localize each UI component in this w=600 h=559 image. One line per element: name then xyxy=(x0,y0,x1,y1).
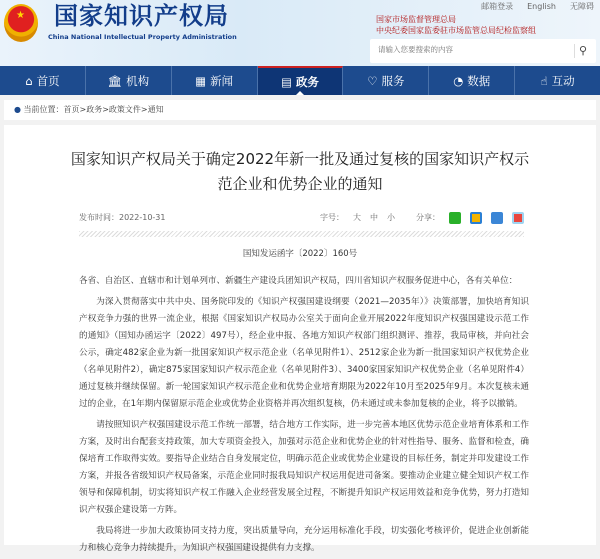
nav-label: 机构 xyxy=(126,73,150,88)
search-icon[interactable]: ⚲ xyxy=(574,44,588,58)
salutation: 各省、自治区、直辖市和计划单列市、新疆生产建设兵团知识产权局，四川省知识产权服务促进中心，各有关单位： xyxy=(79,276,518,286)
nav-home[interactable] xyxy=(0,66,86,95)
nav-news[interactable] xyxy=(172,66,258,95)
nav-government-affairs[interactable] xyxy=(258,66,344,95)
agency-link-discipline[interactable]: 中央纪委国家监委驻市场监管总局纪检监察组 xyxy=(376,26,536,35)
nav-organization[interactable] xyxy=(86,66,172,95)
heart-icon: ♡ xyxy=(367,73,378,88)
home-icon: ⌂ xyxy=(25,73,33,88)
nav-data[interactable] xyxy=(429,66,515,95)
qzone-share-icon[interactable] xyxy=(470,212,482,224)
building-icon: 🏛 xyxy=(107,73,123,88)
main-nav xyxy=(0,66,600,95)
search-input[interactable] xyxy=(378,45,558,54)
nav-services[interactable] xyxy=(343,66,429,95)
wechat-share-icon[interactable] xyxy=(449,212,461,224)
location-pin-icon: ● xyxy=(14,105,21,114)
breadcrumb-path[interactable]: 首页>政务>政策文件>通知 xyxy=(63,105,164,114)
qq-share-icon[interactable] xyxy=(491,212,503,224)
nav-label: 互动 xyxy=(551,73,575,88)
article-body xyxy=(79,273,529,559)
article-title: 国家知识产权局关于确定2022年新一批及通过复核的国家知识产权示范企业和优势企业的通知 xyxy=(70,150,530,193)
logo-subtitle: China National Intellectual Property Administration xyxy=(48,33,237,41)
logo-title[interactable]: 国家知识产权局 xyxy=(54,2,229,30)
national-emblem-icon: ★ xyxy=(4,4,38,42)
divider xyxy=(79,231,524,237)
share-label: 分享： xyxy=(416,213,440,222)
article xyxy=(4,125,596,553)
search-box xyxy=(370,39,596,63)
mail-login-link[interactable]: 邮箱登录 xyxy=(481,2,514,11)
news-icon: ▦ xyxy=(195,73,207,88)
weibo-share-icon[interactable] xyxy=(512,212,524,224)
document-icon: ▤ xyxy=(281,74,292,89)
agency-link-samr[interactable]: 国家市场监督管理总局 xyxy=(376,15,456,24)
nav-label: 服务 xyxy=(381,73,405,88)
paragraph: 为深入贯彻落实中共中央、国务院印发的《知识产权强国建设纲要（2021—2035年）》决策部署，加快培育知识产权竞争力强的世界一流企业，根据《国家知识产权局办公室关于面向企业开展2022年度知识产权强国建设示范工作的通知》（国知办函运字〔2022〕497号），经企业申报、各地方知识产权部门组织测评、推荐，我局审核，并向社会公示，确定482家企业为新一批国家知识产权示范企业（名单见附件1）、2512家企业为新一批国家知识产权优势企业（名单见附件2），确定875家国家知识产权示范企业（名单见附件3）、3400家国家知识产权优势企业（名单见附件4）通过复核并继续保留。新一轮国家知识产权示范企业和优势企业培育期限为2022年10月至2025年9月。本次复核未通过的企业，在1年期内保留原示范企业或优势企业资格并再次组织复核，仍未通过或未参加复核的企业，将予以撤销。 xyxy=(79,297,529,409)
accessibility-link[interactable]: 无障碍 xyxy=(570,2,594,11)
font-small-button[interactable]: 小 xyxy=(387,213,395,222)
font-medium-button[interactable]: 中 xyxy=(370,213,378,222)
paragraph: 我局将进一步加大政策协同支持力度，突出质量导向，充分运用标准化手段，切实强化考核评价，促进企业创新能力和核心竞争力持续提升，为知识产权强国建设提供有力支撑。 xyxy=(79,526,529,553)
font-size-label: 字号： xyxy=(320,213,344,222)
paragraph: 请按照知识产权强国建设示范工作统一部署，结合地方工作实际，进一步完善本地区优势示范企业培育体系和工作方案，及时出台配套支持政策，加大专项资金投入，加强对示范企业和优势企业的针对性指导、服务、监督和检查，确保培育工作取得实效。要指导企业结合自身发展定位，明确示范企业或优势企业建设的目标任务，制定并印发建设工作方案，并报各省级知识产权局备案，示范企业同时报我局知识产权运用促进司备案。要推动企业建立健全知识产权工作领导和保障机制，切实将知识产权工作融入企业经营发展全过程，不断提升知识产权运用效益和竞争优势，努力打造知识产权强企建设第一方阵。 xyxy=(79,420,529,515)
site-header xyxy=(0,0,600,66)
nav-label: 新闻 xyxy=(210,73,234,88)
nav-label: 首页 xyxy=(36,73,60,88)
pie-icon: ◔ xyxy=(453,73,464,88)
nav-label: 数据 xyxy=(467,73,491,88)
breadcrumb xyxy=(4,100,596,120)
nav-interaction[interactable] xyxy=(515,66,600,95)
publish-date: 发布时间：2022-10-31 xyxy=(79,213,166,222)
nav-label: 政务 xyxy=(295,74,319,89)
breadcrumb-prefix: 当前位置： xyxy=(23,105,64,114)
font-large-button[interactable]: 大 xyxy=(353,213,361,222)
document-number: 国知发运函字〔2022〕160号 xyxy=(242,249,358,259)
hand-icon: ☝ xyxy=(540,73,548,88)
english-link[interactable]: English xyxy=(527,2,556,11)
